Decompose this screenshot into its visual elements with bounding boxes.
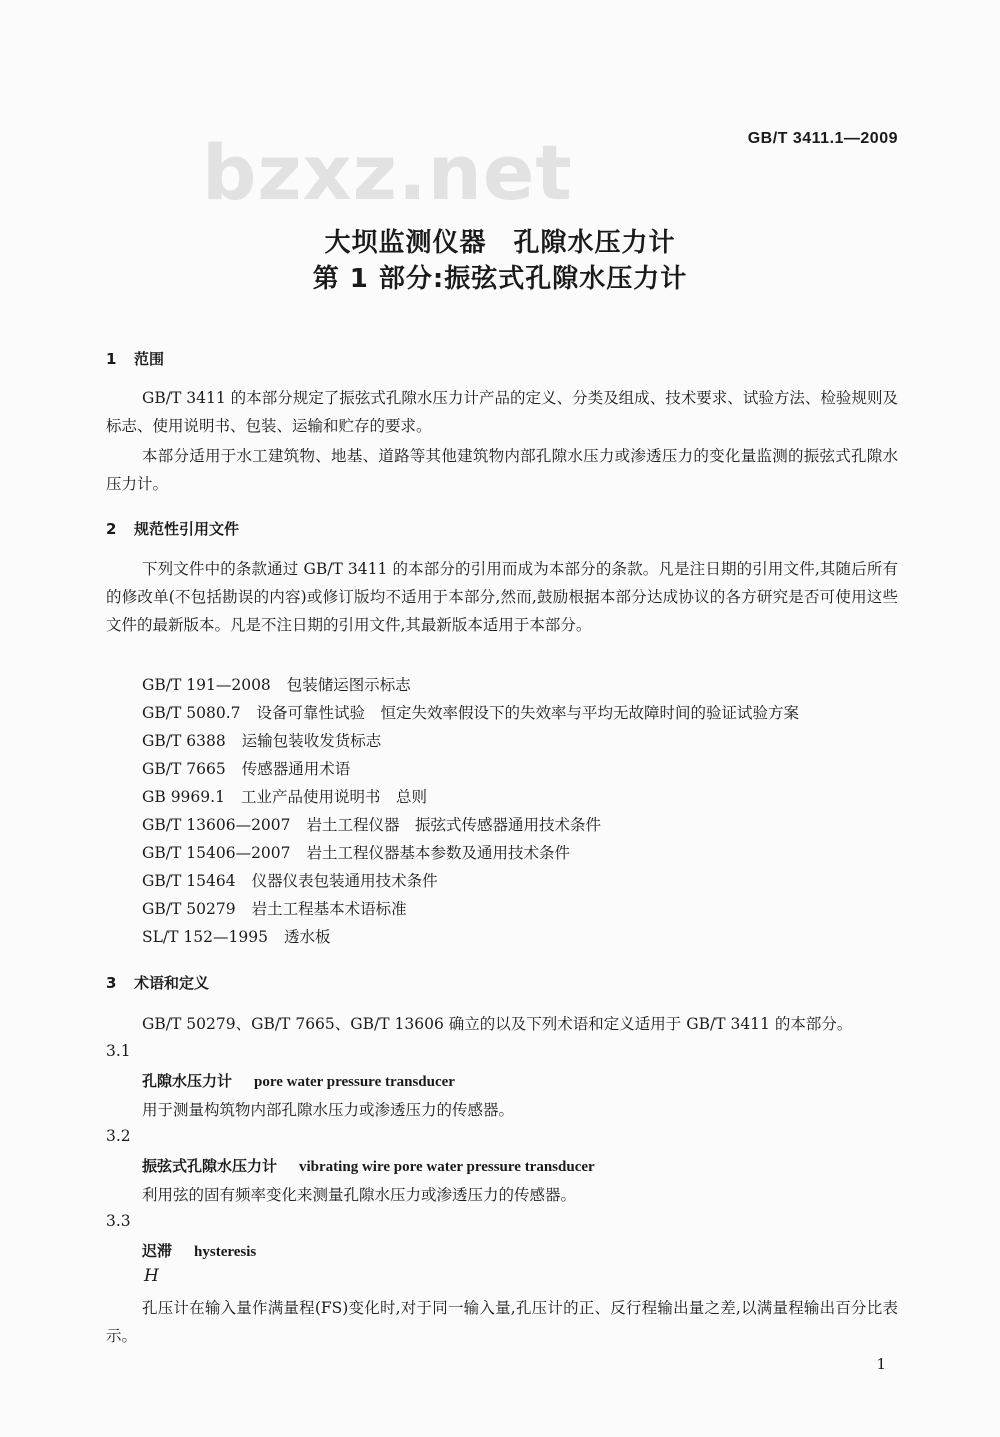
term-heading bbox=[142, 1070, 455, 1091]
reference-code: GB/T 5080.7 bbox=[142, 704, 241, 722]
term-heading bbox=[142, 1155, 595, 1176]
section-heading-normative-references bbox=[106, 518, 239, 539]
reference-item bbox=[142, 925, 330, 947]
reference-title: 岩土工程基本术语标准 bbox=[251, 900, 407, 918]
reference-item bbox=[142, 757, 350, 779]
document-title-line-2: 第 1 部分:振弦式孔隙水压力计 bbox=[312, 264, 688, 294]
term-symbol: H bbox=[144, 1266, 159, 1286]
term-english: vibrating wire pore water pressure transducer bbox=[299, 1159, 595, 1175]
term-number: 3.2 bbox=[106, 1127, 131, 1145]
reference-code: GB/T 15464 bbox=[142, 872, 236, 890]
section-number: 1 bbox=[106, 350, 117, 368]
reference-title: 工业产品使用说明书 总则 bbox=[240, 788, 427, 806]
reference-title: 设备可靠性试验 恒定失效率假设下的失效率与平均无故障时间的验证试验方案 bbox=[256, 704, 800, 722]
reference-code: GB/T 6388 bbox=[142, 732, 226, 750]
term-chinese: 孔隙水压力计 bbox=[142, 1072, 233, 1090]
watermark-logo: bzxz.net bbox=[202, 128, 573, 217]
reference-title: 运输包装收发货标志 bbox=[241, 732, 382, 750]
reference-code: GB/T 191—2008 bbox=[142, 676, 271, 694]
section-heading-terms-definitions bbox=[106, 972, 209, 993]
term-number: 3.1 bbox=[106, 1042, 131, 1060]
term-number: 3.3 bbox=[106, 1212, 131, 1230]
term-english: pore water pressure transducer bbox=[254, 1074, 455, 1090]
reference-title: 岩土工程仪器基本参数及通用技术条件 bbox=[306, 844, 571, 862]
term-definition: 孔压计在输入量作满量程(FS)变化时,对于同一输入量,孔压计的正、反行程输出量之差,以满量程输出百分比表示。 bbox=[106, 1299, 898, 1345]
reference-code: GB 9969.1 bbox=[142, 788, 225, 806]
document-title-line-1: 大坝监测仪器 孔隙水压力计 bbox=[324, 228, 676, 258]
section-number: 3 bbox=[106, 974, 117, 992]
reference-item bbox=[142, 673, 411, 695]
section-number: 2 bbox=[106, 520, 117, 538]
reference-title: 仪器仪表包装通用技术条件 bbox=[251, 872, 438, 890]
reference-code: GB/T 7665 bbox=[142, 760, 226, 778]
term-definition: 用于测量构筑物内部孔隙水压力或渗透压力的传感器。 bbox=[142, 1101, 515, 1119]
reference-item bbox=[142, 897, 407, 919]
section-title: 范围 bbox=[134, 350, 165, 368]
term-heading bbox=[142, 1240, 256, 1261]
reference-code: GB/T 15406—2007 bbox=[142, 844, 291, 862]
references-intro-paragraph: 下列文件中的条款通过 GB/T 3411 的本部分的引用而成为本部分的条款。凡是注日期的引用文件,其随后所有的修改单(不包括勘误的内容)或修订版均不适用于本部分,然而,鼓励根据本部分达成协议的各方研究是否可使用这些文件的最新版本。凡是不注日期的引用文件,其最新版本适用于本部分。 bbox=[106, 560, 898, 634]
reference-title: 透水板 bbox=[283, 928, 331, 946]
reference-code: GB/T 13606—2007 bbox=[142, 816, 291, 834]
reference-item bbox=[142, 813, 601, 835]
terms-intro-paragraph: GB/T 50279、GB/T 7665、GB/T 13606 确立的以及下列术语和定义适用于 GB/T 3411 的本部分。 bbox=[142, 1015, 853, 1033]
reference-code: SL/T 152—1995 bbox=[142, 928, 268, 946]
term-chinese: 迟滞 bbox=[142, 1242, 173, 1260]
section-title: 规范性引用文件 bbox=[134, 520, 240, 538]
section-title: 术语和定义 bbox=[134, 974, 210, 992]
reference-item bbox=[142, 841, 570, 863]
reference-item bbox=[142, 869, 438, 891]
page-number: 1 bbox=[876, 1355, 886, 1373]
standard-code: GB/T 3411.1—2009 bbox=[747, 130, 898, 147]
reference-title: 包装储运图示标志 bbox=[286, 676, 411, 694]
reference-item bbox=[142, 785, 427, 807]
reference-item bbox=[142, 701, 799, 723]
reference-code: GB/T 50279 bbox=[142, 900, 236, 918]
term-chinese: 振弦式孔隙水压力计 bbox=[142, 1157, 278, 1175]
term-definition: 利用弦的固有频率变化来测量孔隙水压力或渗透压力的传感器。 bbox=[142, 1186, 577, 1204]
reference-title: 传感器通用术语 bbox=[241, 760, 351, 778]
reference-title: 岩土工程仪器 振弦式传感器通用技术条件 bbox=[306, 816, 602, 834]
scope-paragraph-2: 本部分适用于水工建筑物、地基、道路等其他建筑物内部孔隙水压力或渗透压力的变化量监测的振弦式孔隙水压力计。 bbox=[106, 447, 898, 493]
section-heading-scope bbox=[106, 348, 164, 369]
term-english: hysteresis bbox=[194, 1244, 257, 1260]
reference-item bbox=[142, 729, 381, 751]
scope-paragraph-1: GB/T 3411 的本部分规定了振弦式孔隙水压力计产品的定义、分类及组成、技术要求、试验方法、检验规则及标志、使用说明书、包装、运输和贮存的要求。 bbox=[106, 389, 898, 435]
